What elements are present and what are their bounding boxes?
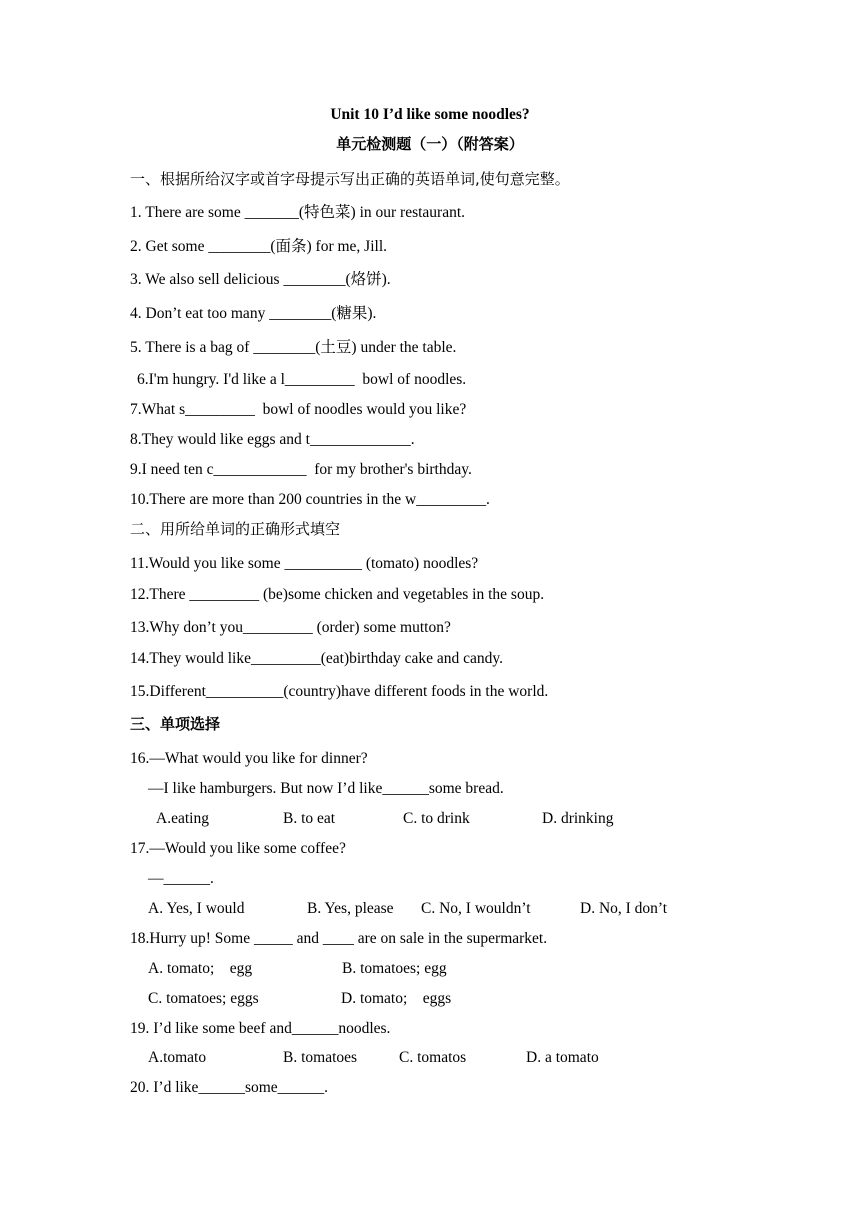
- section3-heading: 三、单项选择: [130, 715, 221, 733]
- question-16-option-a: A.eating: [156, 810, 209, 827]
- question-18-option-b: B. tomatoes; egg: [342, 960, 447, 977]
- question-17-option-d: D. No, I don’t: [580, 900, 668, 917]
- question-16-option-d: D. drinking: [542, 810, 614, 827]
- question-18-option-a: A. tomato; egg: [148, 960, 253, 977]
- question-13: 13.Why don’t you_________ (order) some mutton?: [130, 619, 451, 636]
- question-15: 15.Different__________(country)have different foods in the world.: [130, 683, 549, 700]
- question-5: 5. There is a bag of ________(土豆) under the table.: [130, 339, 457, 356]
- question-14: 14.They would like_________(eat)birthday cake and candy.: [130, 650, 504, 667]
- question-17-option-a: A. Yes, I would: [148, 900, 245, 917]
- question-16-option-c: C. to drink: [403, 810, 470, 827]
- page-subtitle: 单元检测题（一）（附答案）: [336, 135, 524, 153]
- question-17-option-c: C. No, I wouldn’t: [421, 900, 531, 917]
- question-1: 1. There are some _______(特色菜) in our restaurant.: [130, 204, 466, 221]
- question-18: 18.Hurry up! Some _____ and ____ are on sale in the supermarket.: [130, 930, 548, 947]
- question-3: 3. We also sell delicious ________(烙饼).: [130, 271, 391, 288]
- question-20: 20. I’d like______some______.: [130, 1079, 329, 1096]
- question-9: 9.I need ten c____________ for my brother's birthday.: [130, 461, 472, 478]
- page-title: Unit 10 I’d like some noodles?: [330, 106, 530, 123]
- question-12: 12.There _________ (be)some chicken and vegetables in the soup.: [130, 586, 545, 603]
- question-17: 17.—Would you like some coffee?: [130, 840, 346, 857]
- question-19: 19. I’d like some beef and______noodles.: [130, 1020, 391, 1037]
- question-17-option-b: B. Yes, please: [307, 900, 394, 917]
- question-19-option-b: B. tomatoes: [283, 1049, 358, 1066]
- question-8: 8.They would like eggs and t_____________.: [130, 431, 415, 448]
- question-10: 10.There are more than 200 countries in the w_________.: [130, 491, 490, 508]
- question-16-option-b: B. to eat: [283, 810, 336, 827]
- question-7: 7.What s_________ bowl of noodles would you like?: [130, 401, 467, 418]
- question-18-option-d: D. tomato; eggs: [341, 990, 452, 1007]
- question-18-option-c: C. tomatoes; eggs: [148, 990, 259, 1007]
- section2-heading: 二、用所给单词的正确形式填空: [130, 520, 341, 538]
- question-19-option-d: D. a tomato: [526, 1049, 599, 1066]
- question-19-option-a: A.tomato: [148, 1049, 207, 1066]
- section1-heading: 一、根据所给汉字或首字母提示写出正确的英语单词,使句意完整。: [130, 170, 570, 188]
- question-6: 6.I'm hungry. I'd like a l_________ bowl of noodles.: [137, 371, 467, 388]
- question-17-line2: —______.: [148, 870, 214, 887]
- question-11: 11.Would you like some __________ (tomato) noodles?: [130, 555, 479, 572]
- question-16-line2: —I like hamburgers. But now I’d like______some bread.: [148, 780, 504, 797]
- question-19-option-c: C. tomatos: [399, 1049, 467, 1066]
- question-2: 2. Get some ________(面条) for me, Jill.: [130, 238, 388, 255]
- question-16: 16.—What would you like for dinner?: [130, 750, 368, 767]
- question-4: 4. Don’t eat too many ________(糖果).: [130, 305, 377, 322]
